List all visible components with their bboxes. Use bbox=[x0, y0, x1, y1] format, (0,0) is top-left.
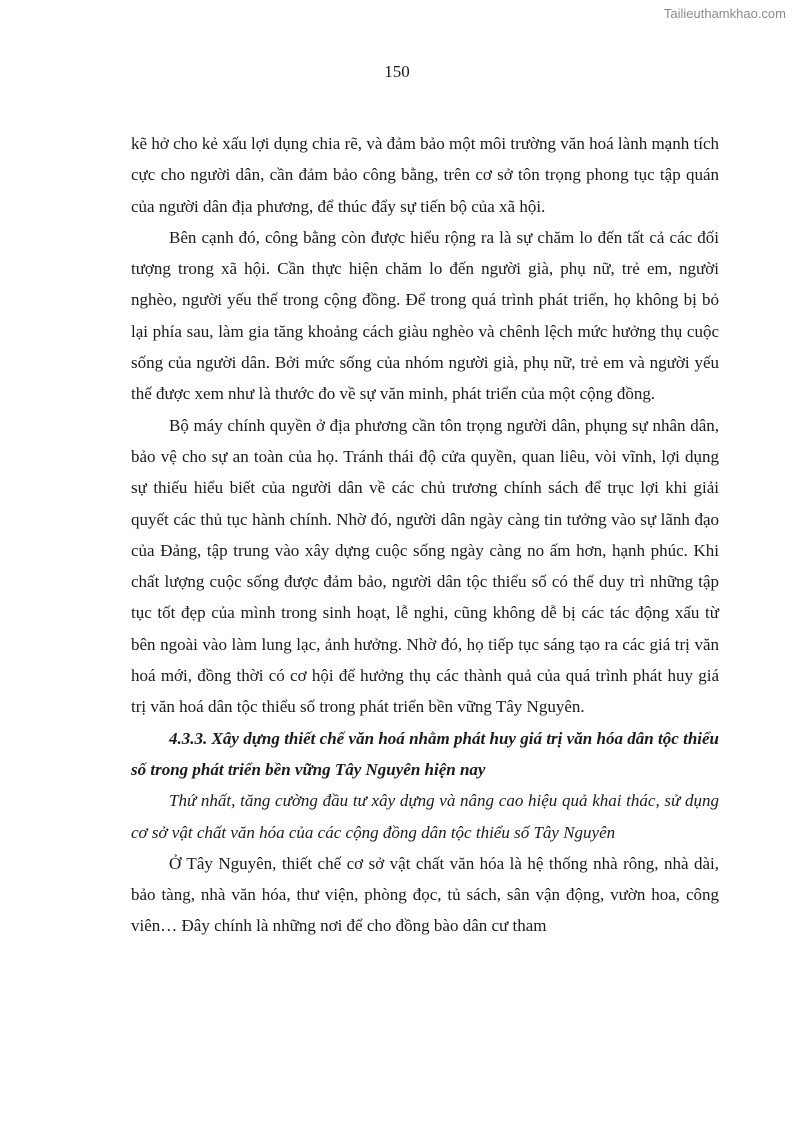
page-number: 150 bbox=[384, 62, 410, 81]
paragraph-facilities: Ở Tây Nguyên, thiết chế cơ sở vật chất văn hóa là hệ thống nhà rông, nhà dài, bảo tàng, nhà văn hóa, thư viện, phòng đọc, tủ sách, sân vận động, vườn hoa, công viên… Đây chính là những nơi để cho đồng bào dân cư tham bbox=[131, 853, 719, 936]
section-subheading: Thứ nhất, tăng cường đầu tư xây dựng và nâng cao hiệu quả khai thác, sử dụng cơ sở vật chất văn hóa của các cộng đồng dân tộc thiểu số Tây Nguyên bbox=[131, 791, 719, 842]
watermark: Tailieuthamkhao.com bbox=[663, 6, 786, 21]
document-body bbox=[131, 128, 719, 942]
section-heading: 4.3.3. Xây dựng thiết chế văn hoá nhằm phát huy giá trị văn hóa dân tộc thiểu số trong phát triển bền vững Tây Nguyên hiện nay bbox=[131, 728, 719, 779]
paragraph-equality: Bên cạnh đó, công bằng còn được hiểu rộng ra là sự chăm lo đến tất cả các đối tượng trong xã hội. Cần thực hiện chăm lo đến người già, phụ nữ, trẻ em, người nghèo, người yếu thế trong cộng đồng. Để trong quá trình phát triển, họ không bị bỏ lại phía sau, làm gia tăng khoảng cách giàu nghèo và chênh lệch mức hưởng thụ cuộc sống của người dân. Bởi mức sống của nhóm người già, phụ nữ, trẻ em và người yếu thế được xem như là thước đo về sự văn minh, phát triển của một cộng đồng. bbox=[131, 227, 719, 404]
paragraph-continuation: kẽ hở cho kẻ xấu lợi dụng chia rẽ, và đảm bảo một môi trường văn hoá lành mạnh tích cực cho người dân, cần đảm bảo công bằng, trên cơ sở tôn trọng phong tục tập quán của người dân địa phương, để thúc đẩy sự tiến bộ của xã hội. bbox=[131, 134, 719, 216]
paragraph-government: Bộ máy chính quyền ở địa phương cần tôn trọng người dân, phụng sự nhân dân, bảo vệ cho sự an toàn của họ. Tránh thái độ cửa quyền, quan liêu, vòi vĩnh, lợi dụng sự thiếu hiểu biết của người dân về các chủ trương chính sách để trục lợi khi giải quyết các thủ tục hành chính. Nhờ đó, người dân ngày càng tin tưởng vào sự lãnh đạo của Đảng, tập trung vào xây dựng cuộc sống ngày càng no ấm hơn, hạnh phúc. Khi chất lượng cuộc sống được đảm bảo, người dân tộc thiểu số có thể duy trì những tập tục tốt đẹp của mình trong sinh hoạt, lễ nghi, cũng không dễ bị các tác động xấu từ bên ngoài vào làm lung lạc, ảnh hưởng. Nhờ đó, họ tiếp tục sáng tạo ra các giá trị văn hoá mới, đồng thời có cơ hội để hưởng thụ các thành quả của quá trình phát huy giá trị văn hoá dân tộc thiểu số trong phát triển bền vững Tây Nguyên. bbox=[131, 415, 719, 717]
